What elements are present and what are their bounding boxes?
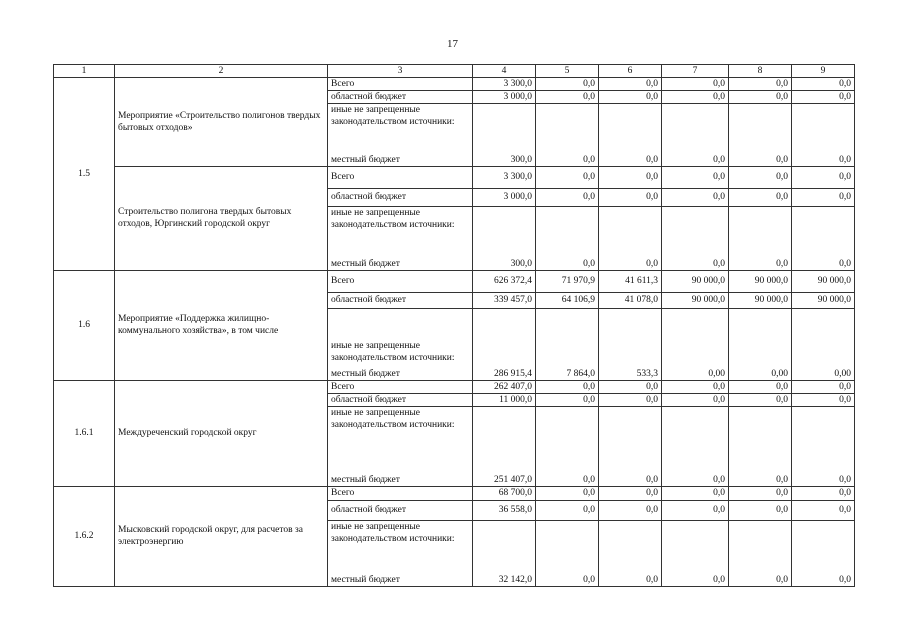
value-cell: 0,0 [792,91,855,104]
value-cell: 41 611,3 [599,270,662,292]
value-cell: 11 000,0 [473,393,536,406]
source-label: местный бюджет [328,250,473,270]
value-cell: 41 078,0 [599,292,662,308]
value-cell: 64 106,9 [536,292,599,308]
value-cell: 3 300,0 [473,78,536,91]
item-name: Междуреченский городской округ [115,380,328,486]
value-cell: 0,0 [729,188,792,206]
budget-table [53,64,855,587]
table-row [54,78,855,91]
item-name: Мысковский городской округ, для расчетов за электроэнергию [115,486,328,586]
value-cell: 251 407,0 [473,406,536,486]
value-cell: 0,0 [599,104,662,167]
value-cell: 0,0 [599,78,662,91]
source-label: Всего [328,78,473,91]
item-name: Мероприятие «Строительство полигонов твердых бытовых отходов» [115,78,328,167]
value-cell: 7 864,0 [536,308,599,380]
source-label: иные не запрещенные законодательством источники: [328,520,473,566]
value-cell: 0,0 [662,91,729,104]
source-label: областной бюджет [328,91,473,104]
column-header: 4 [473,65,536,78]
value-cell: 0,0 [536,380,599,393]
value-cell: 0,0 [792,393,855,406]
value-cell: 3 000,0 [473,91,536,104]
value-cell: 36 558,0 [473,500,536,520]
source-label: иные не запрещенные законодательством источники: [328,206,473,250]
item-number: 1.6 [54,270,115,380]
value-cell: 0,0 [662,486,729,500]
value-cell: 0,0 [662,406,729,486]
value-cell: 0,0 [792,500,855,520]
value-cell: 0,0 [729,91,792,104]
column-header: 3 [328,65,473,78]
page-number: 17 [447,38,458,50]
value-cell: 0,0 [536,486,599,500]
value-cell: 0,0 [792,520,855,586]
column-header: 6 [599,65,662,78]
item-number: 1.5 [54,78,115,271]
column-header: 7 [662,65,729,78]
value-cell: 0,0 [662,104,729,167]
value-cell: 339 457,0 [473,292,536,308]
value-cell: 0,0 [662,78,729,91]
value-cell: 0,0 [536,206,599,270]
column-header: 5 [536,65,599,78]
value-cell: 0,0 [536,104,599,167]
source-label: Всего [328,486,473,500]
value-cell: 90 000,0 [729,270,792,292]
value-cell: 90 000,0 [792,292,855,308]
value-cell: 0,0 [662,380,729,393]
value-cell: 0,0 [729,380,792,393]
source-label: Всего [328,270,473,292]
value-cell: 0,0 [599,486,662,500]
value-cell: 0,0 [599,500,662,520]
value-cell: 0,0 [792,166,855,188]
value-cell: 71 970,9 [536,270,599,292]
source-label: областной бюджет [328,500,473,520]
value-cell: 0,0 [536,406,599,486]
value-cell: 68 700,0 [473,486,536,500]
value-cell: 0,00 [729,308,792,380]
item-name: Строительство полигона твердых бытовых отходов, Юргинский городской округ [115,166,328,270]
value-cell: 0,0 [662,520,729,586]
source-label: местный бюджет [328,466,473,486]
value-cell: 0,0 [599,380,662,393]
value-cell: 3 000,0 [473,188,536,206]
value-cell: 0,0 [599,393,662,406]
value-cell: 262 407,0 [473,380,536,393]
value-cell: 0,0 [792,486,855,500]
value-cell: 0,0 [536,500,599,520]
value-cell: 0,0 [729,166,792,188]
value-cell: 0,0 [792,206,855,270]
value-cell: 286 915,4 [473,308,536,380]
table-row [54,486,855,500]
value-cell: 32 142,0 [473,520,536,586]
column-header: 9 [792,65,855,78]
column-header: 2 [115,65,328,78]
value-cell: 90 000,0 [662,270,729,292]
value-cell: 626 372,4 [473,270,536,292]
source-label: Всего [328,380,473,393]
column-header: 8 [729,65,792,78]
source-label: иные не запрещенные законодательством источники: [328,308,473,364]
value-cell: 0,0 [792,188,855,206]
source-label: Всего [328,166,473,188]
value-cell: 0,0 [536,166,599,188]
source-label: местный бюджет [328,154,473,167]
value-cell: 0,0 [662,166,729,188]
value-cell: 90 000,0 [729,292,792,308]
value-cell: 300,0 [473,206,536,270]
value-cell: 0,0 [729,206,792,270]
source-label: иные не запрещенные законодательством источники: [328,104,473,154]
value-cell: 0,0 [599,166,662,188]
item-number: 1.6.2 [54,486,115,586]
value-cell: 0,0 [729,393,792,406]
table-row [54,270,855,292]
value-cell: 0,0 [729,486,792,500]
value-cell: 533,3 [599,308,662,380]
value-cell: 0,0 [792,406,855,486]
value-cell: 0,0 [536,188,599,206]
value-cell: 90 000,0 [662,292,729,308]
value-cell: 0,0 [729,500,792,520]
source-label: местный бюджет [328,364,473,380]
value-cell: 0,0 [662,500,729,520]
value-cell: 0,0 [536,91,599,104]
table-header-row [54,65,855,78]
source-label: областной бюджет [328,393,473,406]
value-cell: 0,0 [792,78,855,91]
value-cell: 0,0 [729,78,792,91]
value-cell: 0,0 [662,188,729,206]
item-name: Мероприятие «Поддержка жилищно-коммунального хозяйства», в том числе [115,270,328,380]
value-cell: 0,0 [599,206,662,270]
value-cell: 0,0 [599,520,662,586]
table-row [54,166,855,188]
value-cell: 0,0 [662,206,729,270]
value-cell: 0,00 [662,308,729,380]
item-number: 1.6.1 [54,380,115,486]
table-row [54,380,855,393]
value-cell: 0,0 [536,78,599,91]
column-header: 1 [54,65,115,78]
value-cell: 0,0 [599,406,662,486]
value-cell: 0,0 [599,188,662,206]
value-cell: 0,0 [536,520,599,586]
value-cell: 300,0 [473,104,536,167]
source-label: областной бюджет [328,188,473,206]
value-cell: 0,0 [792,380,855,393]
value-cell: 0,0 [729,520,792,586]
value-cell: 90 000,0 [792,270,855,292]
value-cell: 0,00 [792,308,855,380]
value-cell: 0,0 [536,393,599,406]
value-cell: 0,0 [729,406,792,486]
value-cell: 0,0 [792,104,855,167]
value-cell: 0,0 [599,91,662,104]
source-label: иные не запрещенные законодательством источники: [328,406,473,466]
source-label: областной бюджет [328,292,473,308]
source-label: местный бюджет [328,566,473,586]
value-cell: 0,0 [729,104,792,167]
value-cell: 3 300,0 [473,166,536,188]
value-cell: 0,0 [662,393,729,406]
